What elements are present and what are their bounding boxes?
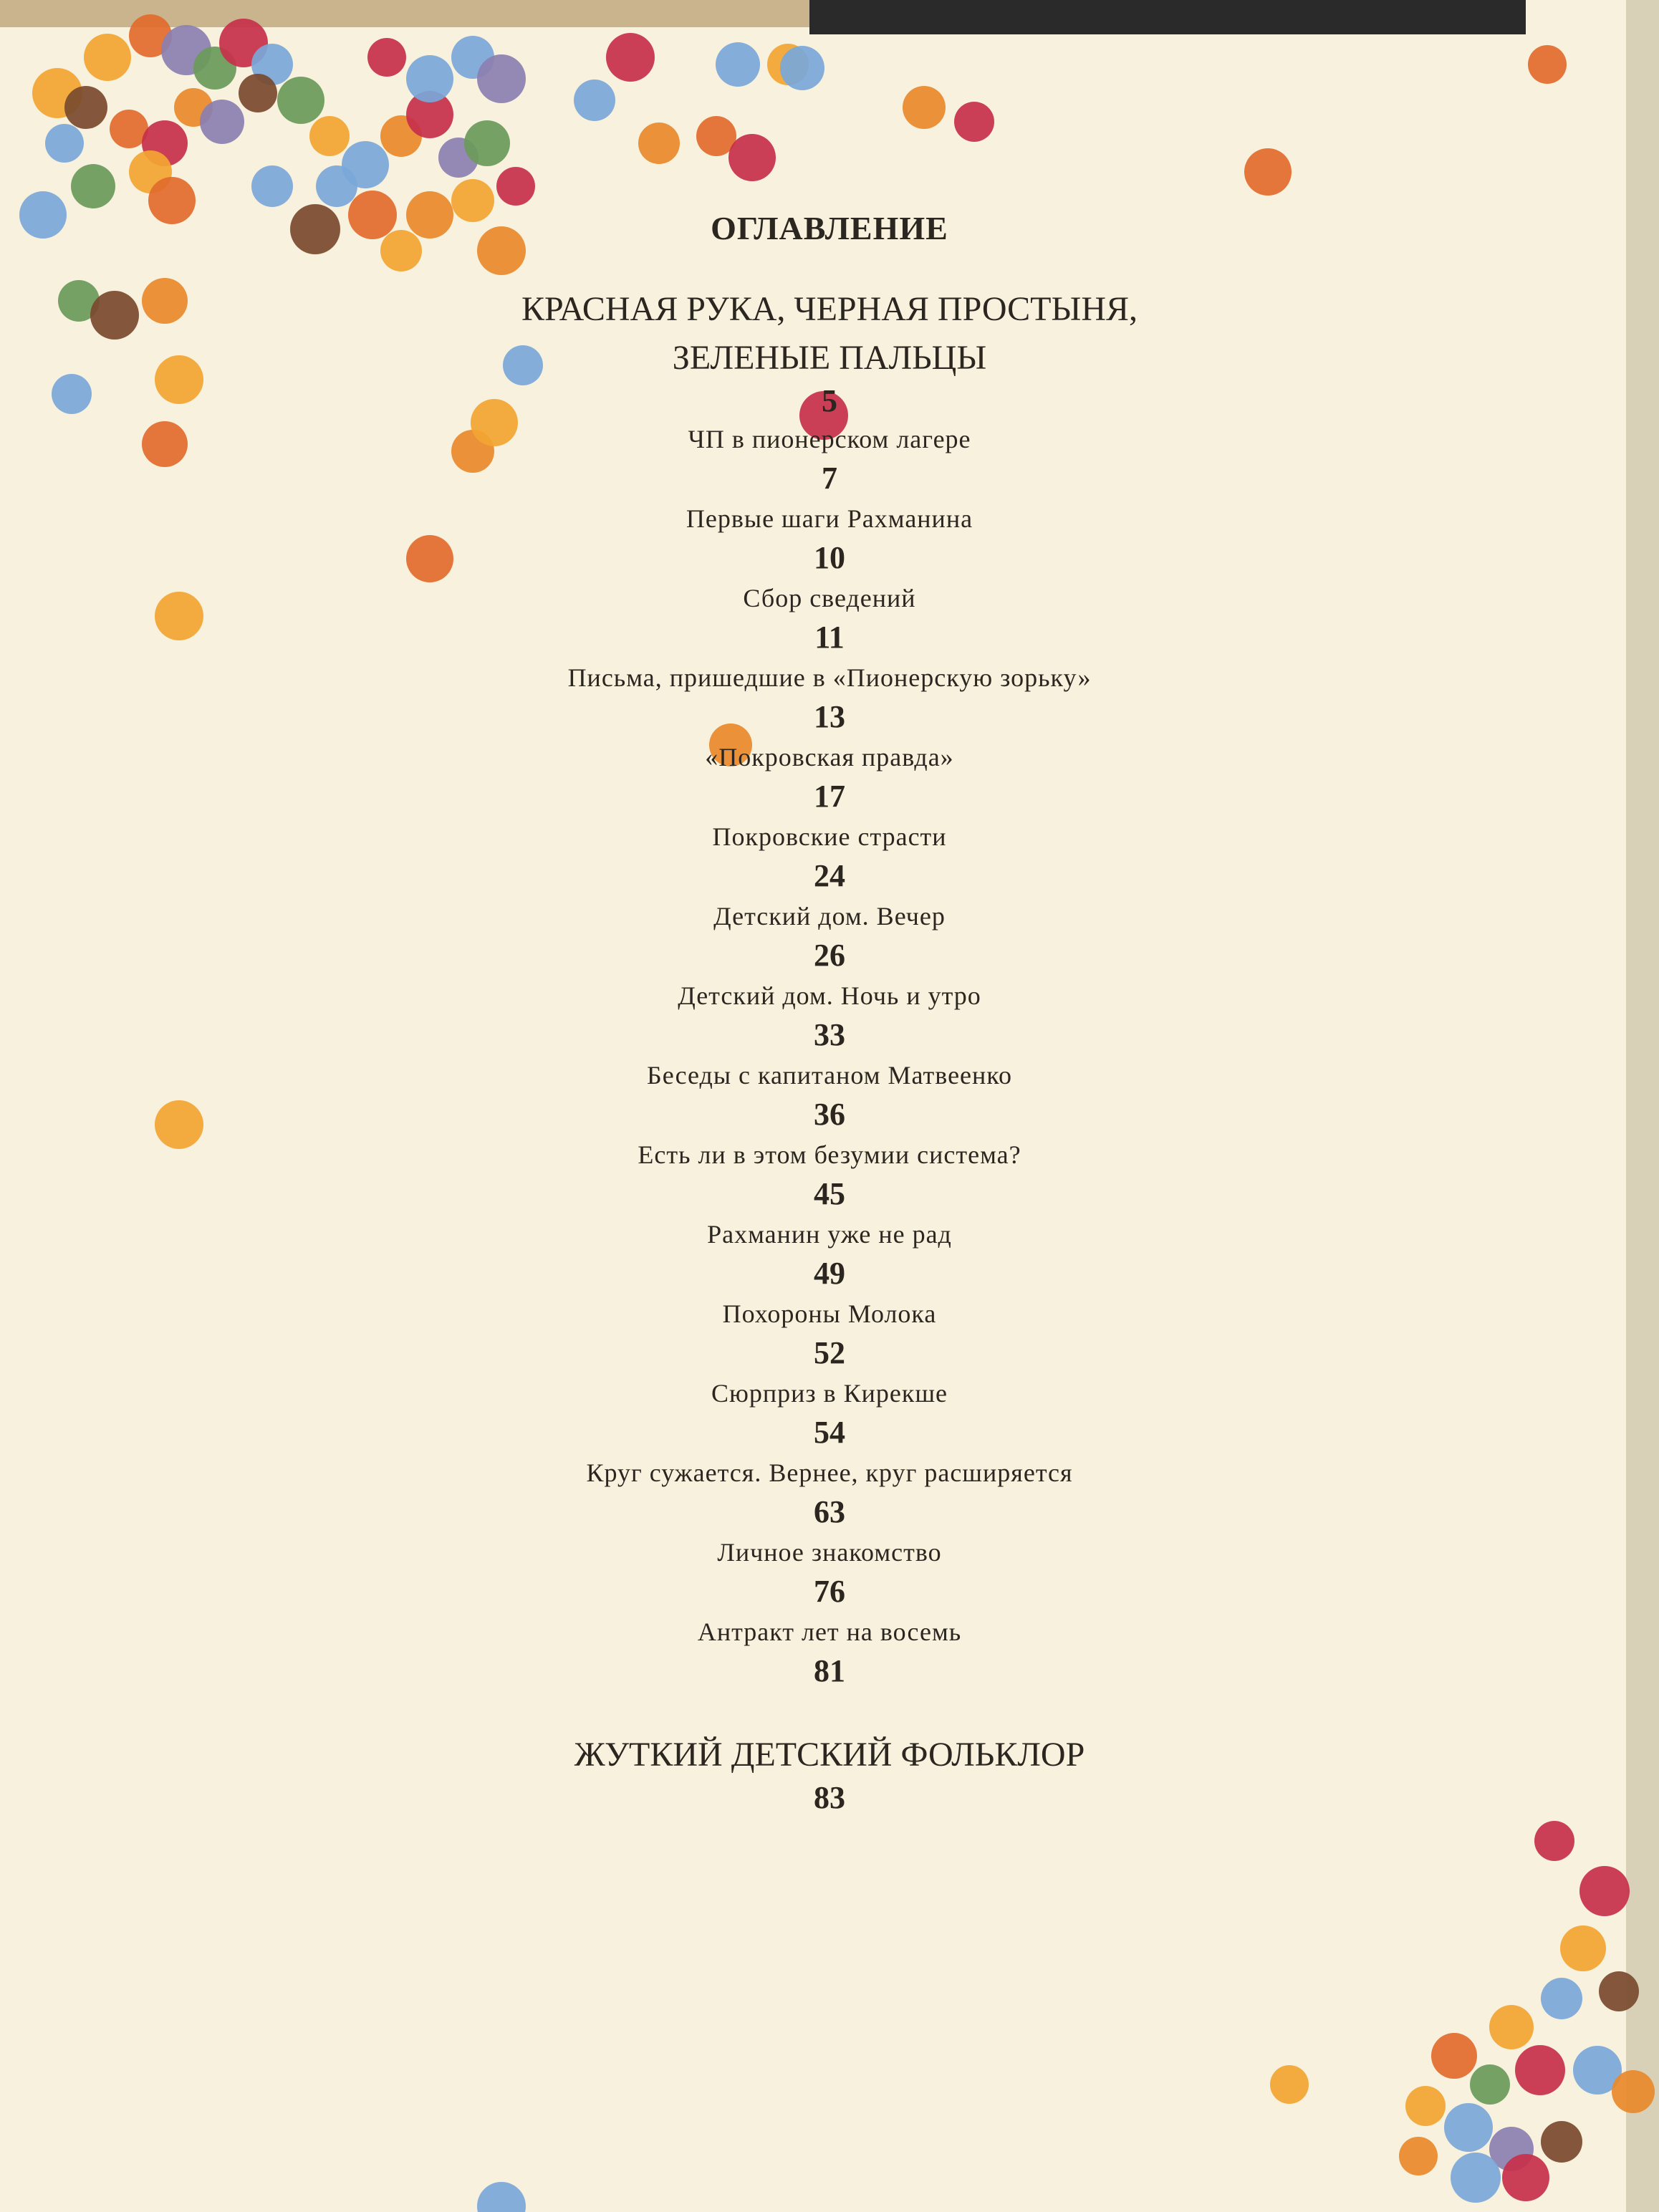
confetti-dot — [309, 116, 350, 156]
confetti-dot — [200, 100, 244, 144]
confetti-dot — [1515, 2045, 1565, 2095]
confetti-dot — [1270, 2065, 1309, 2104]
toc-entry-page: 24 — [814, 858, 845, 893]
confetti-dot — [1470, 2064, 1510, 2105]
toc-entry-title: Антракт лет на восемь — [697, 1617, 962, 1646]
confetti-dot — [84, 34, 131, 81]
confetti-dot — [1489, 2005, 1534, 2049]
confetti-dot — [638, 122, 680, 164]
toc-entry-page: 63 — [814, 1494, 845, 1529]
toc-entry-page: 7 — [822, 461, 837, 496]
toc-entry-title: Письма, пришедшие в «Пионерскую зорьку» — [567, 663, 1092, 692]
confetti-dot — [728, 134, 776, 181]
toc-entry-page: 52 — [814, 1335, 845, 1370]
confetti-dot — [1579, 1866, 1630, 1916]
toc-entry-title: Похороны Молока — [722, 1299, 937, 1328]
toc-entry-title: Сюрприз в Кирекше — [711, 1379, 948, 1408]
confetti-dot — [71, 164, 115, 208]
toc-entry-title: Покровские страсти — [712, 822, 947, 851]
toc-entry-title: «Покровская правда» — [705, 743, 954, 771]
toc-entry-title: Сбор сведений — [743, 584, 916, 612]
section-page-number: 83 — [814, 1780, 845, 1815]
toc-entry-page: 17 — [814, 779, 845, 814]
toc-entry-page: 76 — [814, 1574, 845, 1609]
confetti-dot — [316, 165, 357, 207]
section-title-line: КРАСНАЯ РУКА, ЧЕРНАЯ ПРОСТЫНЯ, — [521, 290, 1138, 328]
confetti-dot — [45, 124, 84, 163]
confetti-dot — [1451, 2153, 1501, 2203]
confetti-dot — [954, 102, 994, 142]
confetti-dot — [1541, 1978, 1582, 2019]
confetti-dot — [64, 86, 107, 129]
confetti-dot — [277, 77, 324, 124]
toc-entry-page: 33 — [814, 1017, 845, 1052]
confetti-dot — [1244, 148, 1292, 196]
confetti-dot — [251, 165, 293, 207]
confetti-dot — [1502, 2154, 1549, 2201]
toc-entry-page: 36 — [814, 1097, 845, 1132]
toc-entry-title: Детский дом. Ночь и утро — [678, 981, 981, 1010]
confetti-dot — [477, 2182, 526, 2212]
confetti-dot — [1560, 1925, 1606, 1971]
confetti-dot — [1444, 2103, 1493, 2152]
toc-entry-title: Рахманин уже не рад — [707, 1220, 952, 1249]
toc-entry-page: 49 — [814, 1256, 845, 1291]
toc-entry-page: 45 — [814, 1176, 845, 1211]
confetti-dot — [406, 55, 453, 102]
confetti-dot — [367, 38, 406, 77]
toc-entry-title: Детский дом. Вечер — [713, 902, 946, 931]
toc-entry-title: Беседы с капитаном Матвеенко — [647, 1061, 1012, 1090]
toc-entry-title: Личное знакомство — [717, 1538, 942, 1567]
confetti-dot — [1405, 2086, 1446, 2126]
confetti-dot — [477, 54, 526, 103]
toc-entry-title: Первые шаги Рахманина — [686, 504, 973, 533]
toc-entry-page: 81 — [814, 1653, 845, 1688]
toc-entry-page: 10 — [814, 540, 845, 575]
confetti-dot — [716, 42, 760, 87]
confetti-dot — [496, 167, 535, 206]
section-title-line: ЖУТКИЙ ДЕТСКИЙ ФОЛЬКЛОР — [574, 1736, 1085, 1774]
confetti-dot — [1399, 2137, 1438, 2175]
toc-entry-page: 54 — [814, 1415, 845, 1450]
toc-heading: ОГЛАВЛЕНИЕ — [711, 210, 948, 246]
confetti-dot — [1534, 1821, 1574, 1861]
confetti-dot — [574, 80, 615, 121]
confetti-dot — [1528, 45, 1567, 84]
confetti-dot — [1541, 2121, 1582, 2163]
toc-entry-page: 11 — [814, 620, 845, 655]
toc-entry-title: Круг сужается. Вернее, круг расширяется — [586, 1458, 1073, 1487]
toc-entry-page: 26 — [814, 938, 845, 973]
confetti-dot — [1612, 2070, 1655, 2113]
confetti-dot — [606, 33, 655, 82]
confetti-dot — [239, 74, 277, 112]
toc-entry-page: 13 — [814, 699, 845, 734]
confetti-dot — [903, 86, 946, 129]
confetti-dot — [464, 120, 510, 166]
section-page-number: 5 — [822, 383, 837, 418]
section-title-line: ЗЕЛЕНЫЕ ПАЛЬЦЫ — [672, 339, 987, 377]
confetti-dot — [780, 46, 824, 90]
confetti-dot — [1431, 2033, 1477, 2079]
confetti-dot — [1599, 1971, 1639, 2011]
toc-entry-title: ЧП в пионерском лагере — [688, 425, 971, 453]
toc-entry-title: Есть ли в этом безумии система? — [638, 1140, 1021, 1169]
